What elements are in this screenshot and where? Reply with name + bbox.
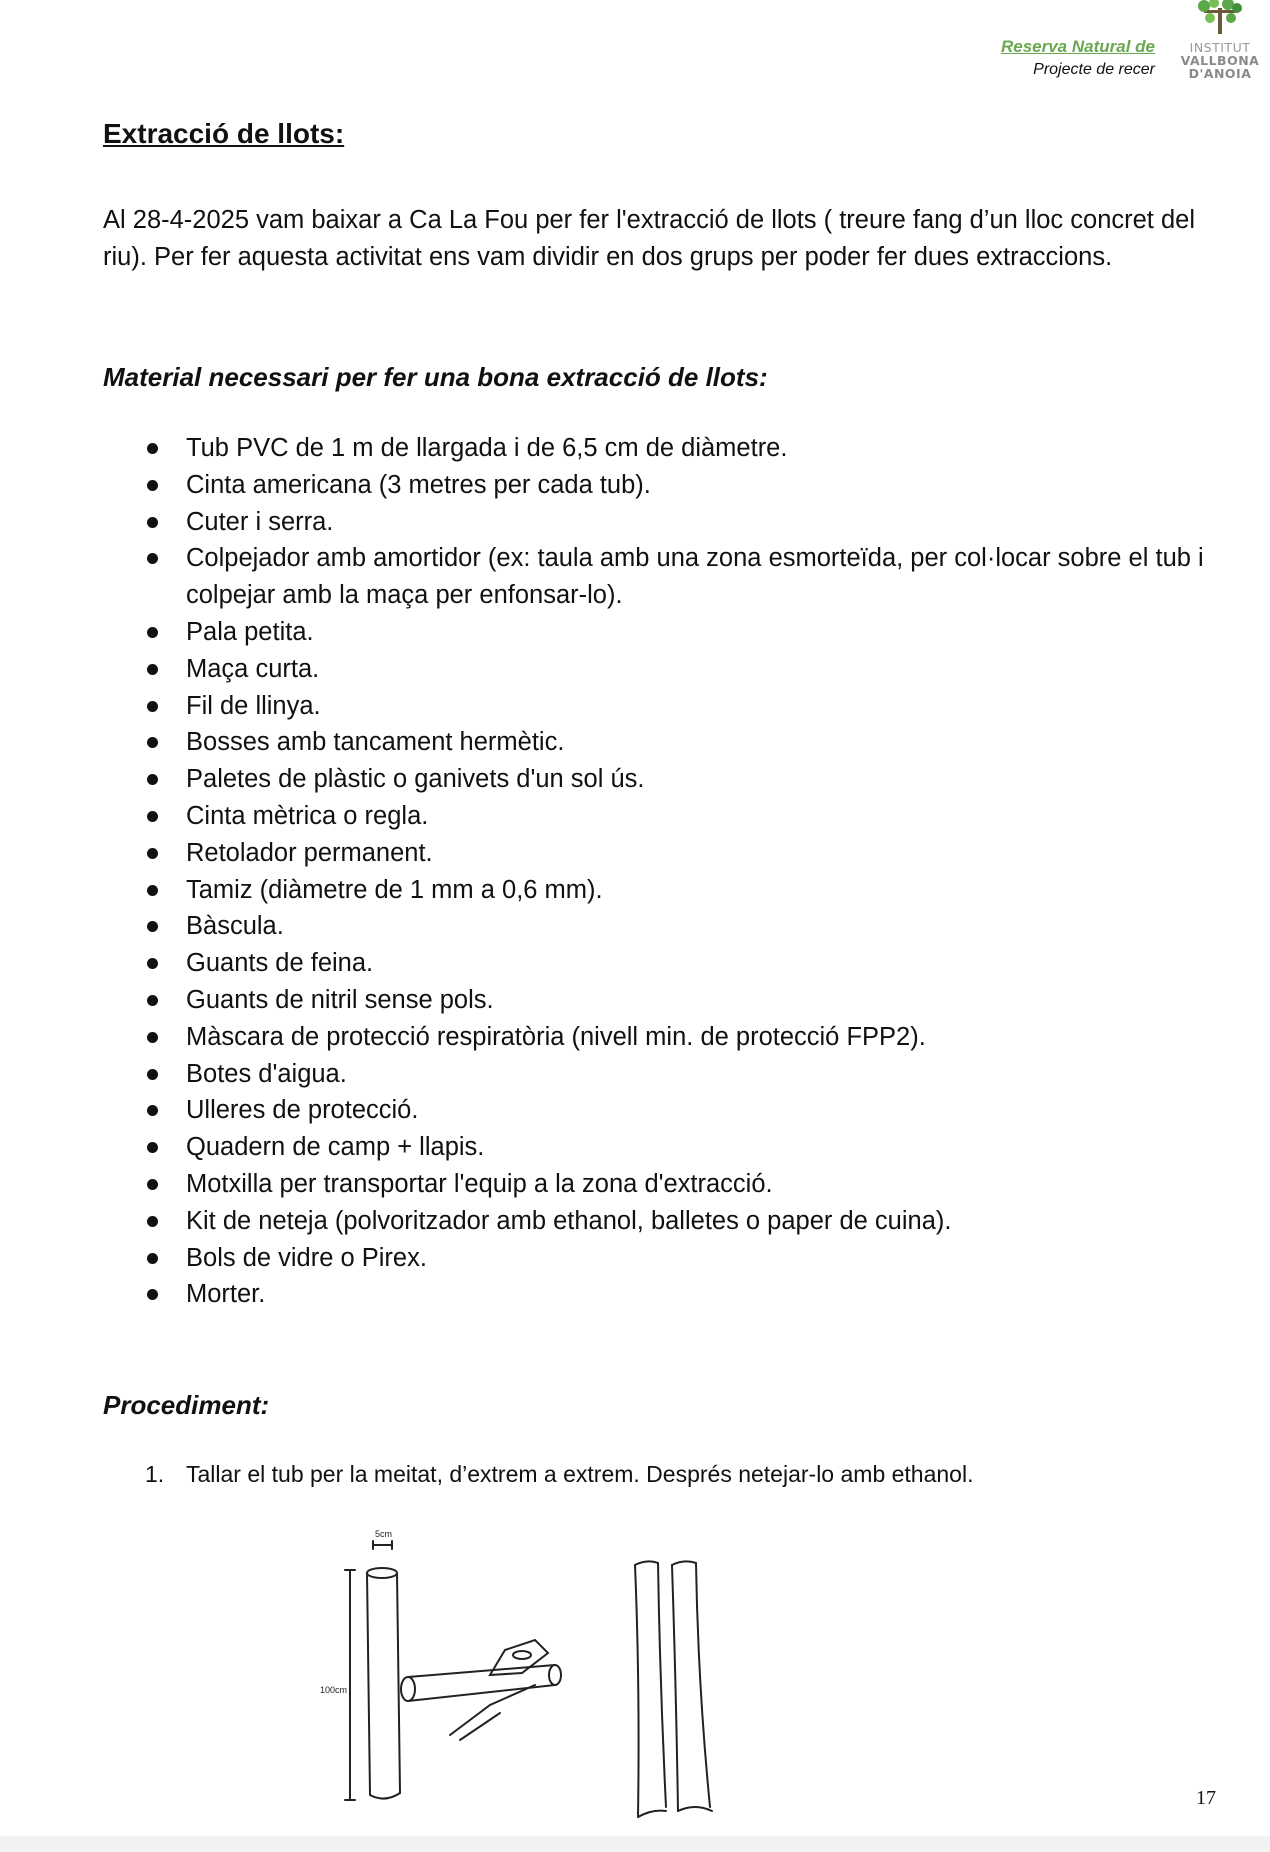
reserve-link[interactable]: Reserva Natural de	[1000, 37, 1155, 56]
material-item	[103, 982, 1223, 1019]
bullet-icon	[147, 885, 158, 896]
material-item	[103, 1092, 1223, 1129]
project-subtitle: Projecte de recer	[1033, 61, 1155, 78]
bullet-icon	[147, 1105, 158, 1116]
bullet-icon	[147, 1216, 158, 1227]
material-item-text: Morter.	[186, 1280, 266, 1309]
page-bottom-edge	[0, 1836, 1270, 1852]
material-item	[103, 798, 1223, 835]
bullet-icon	[147, 1289, 158, 1300]
material-item-text: Quadern de camp + llapis.	[186, 1133, 485, 1162]
material-item-text: Paletes de plàstic o ganivets d'un sol ús.	[186, 765, 645, 794]
material-item	[103, 1276, 1223, 1313]
material-item-text: Guants de feina.	[186, 949, 374, 978]
material-item	[103, 908, 1223, 945]
material-item-text: Botes d'aigua.	[186, 1059, 347, 1088]
bullet-icon	[147, 1179, 158, 1190]
bullet-icon	[147, 627, 158, 638]
bullet-icon	[147, 921, 158, 932]
material-item	[103, 724, 1223, 761]
material-item	[103, 945, 1223, 982]
material-item-text: Cuter i serra.	[186, 507, 334, 536]
materials-list	[103, 430, 1223, 1313]
material-item-text: Motxilla per transportar l'equip a la zona d'extracció.	[186, 1169, 773, 1198]
material-item-text: Colpejador amb amortidor (ex: taula amb una zona esmorteïda, per col·locar sobre el tub i colpejar amb la maça per enfonsar-lo).	[186, 544, 1204, 610]
material-item-text: Cinta mètrica o regla.	[186, 801, 429, 830]
material-item-text: Ulleres de protecció.	[186, 1096, 419, 1125]
bullet-icon	[147, 1069, 158, 1080]
material-item	[103, 430, 1223, 467]
material-item-text: Màscara de protecció respiratòria (nivell min. de protecció FPP2).	[186, 1022, 926, 1051]
material-item	[103, 835, 1223, 872]
bullet-icon	[147, 995, 158, 1006]
institute-logo	[1172, 0, 1268, 80]
material-item-text: Kit de neteja (polvoritzador amb ethanol, balletes o paper de cuina).	[186, 1206, 952, 1235]
material-item	[103, 872, 1223, 909]
logo-line-2: VALLBONA	[1180, 53, 1260, 68]
material-item-text: Maça curta.	[186, 654, 320, 683]
bullet-icon	[147, 1032, 158, 1043]
material-item	[103, 1056, 1223, 1093]
step-number: 1.	[145, 1461, 165, 1487]
bullet-icon	[147, 958, 158, 969]
material-item	[103, 1129, 1223, 1166]
tube-cutting-drawing	[300, 1525, 860, 1825]
material-item	[103, 1240, 1223, 1277]
saw-cutting-sketch	[401, 1640, 561, 1740]
material-item-text: Guants de nitril sense pols.	[186, 985, 494, 1014]
material-item	[103, 504, 1223, 541]
material-item	[103, 761, 1223, 798]
bullet-icon	[147, 1253, 158, 1264]
bullet-icon	[147, 811, 158, 822]
section-title: Extracció de llots:	[103, 118, 345, 149]
material-item	[103, 688, 1223, 725]
page-number: 17	[1196, 1787, 1216, 1809]
material-item	[103, 651, 1223, 688]
bullet-icon	[147, 664, 158, 675]
material-item-text: Bols de vidre o Pirex.	[186, 1243, 427, 1272]
material-item-text: Pala petita.	[186, 617, 314, 646]
material-item	[103, 614, 1223, 651]
procedure-step	[103, 1458, 973, 1490]
material-item-text: Tub PVC de 1 m de llargada i de 6,5 cm de diàmetre.	[186, 434, 788, 462]
material-item-text: Cinta americana (3 metres per cada tub).	[186, 470, 651, 499]
diameter-label: 5cm	[375, 1529, 393, 1539]
bullet-icon	[147, 517, 158, 528]
step-text: Tallar el tub per la meitat, d’extrem a extrem. Després netejar-lo amb ethanol.	[186, 1461, 974, 1487]
bullet-icon	[147, 553, 158, 564]
material-item	[103, 1166, 1223, 1203]
material-item	[103, 540, 1223, 614]
bullet-icon	[147, 480, 158, 491]
bullet-icon	[147, 1142, 158, 1153]
material-item	[103, 467, 1223, 504]
material-item-text: Fil de llinya.	[186, 691, 321, 720]
page-header	[1001, 36, 1155, 82]
material-item-text: Bàscula.	[186, 912, 284, 941]
logo-line-3: D'ANOIA	[1188, 66, 1252, 81]
material-item-text: Bosses amb tancament hermètic.	[186, 728, 565, 757]
material-item-text: Tamiz (diàmetre de 1 mm a 0,6 mm).	[186, 875, 603, 904]
intro-paragraph: Al 28-4-2025 vam baixar a Ca La Fou per fer l'extracció de llots ( treure fang d’un lloc concret del riu). Per fer aquesta activitat ens vam dividir en dos grups per poder fer dues extraccions.	[103, 206, 1196, 271]
tree-icon	[1190, 0, 1250, 36]
bullet-icon	[147, 774, 158, 785]
logo-line-1: INSTITUT	[1189, 40, 1251, 55]
bullet-icon	[147, 443, 158, 454]
materials-heading: Material necessari per fer una bona extracció de llots:	[103, 362, 768, 392]
whole-tube-sketch	[320, 1529, 400, 1800]
procedure-heading: Procediment:	[103, 1390, 270, 1420]
bullet-icon	[147, 737, 158, 748]
material-item	[103, 1019, 1223, 1056]
material-item-text: Retolador permanent.	[186, 838, 433, 867]
length-label: 100cm	[320, 1685, 348, 1695]
split-tube-halves-sketch	[635, 1561, 712, 1817]
material-item	[103, 1203, 1223, 1240]
bullet-icon	[147, 848, 158, 859]
bullet-icon	[147, 701, 158, 712]
procedure-steps	[103, 1458, 973, 1490]
